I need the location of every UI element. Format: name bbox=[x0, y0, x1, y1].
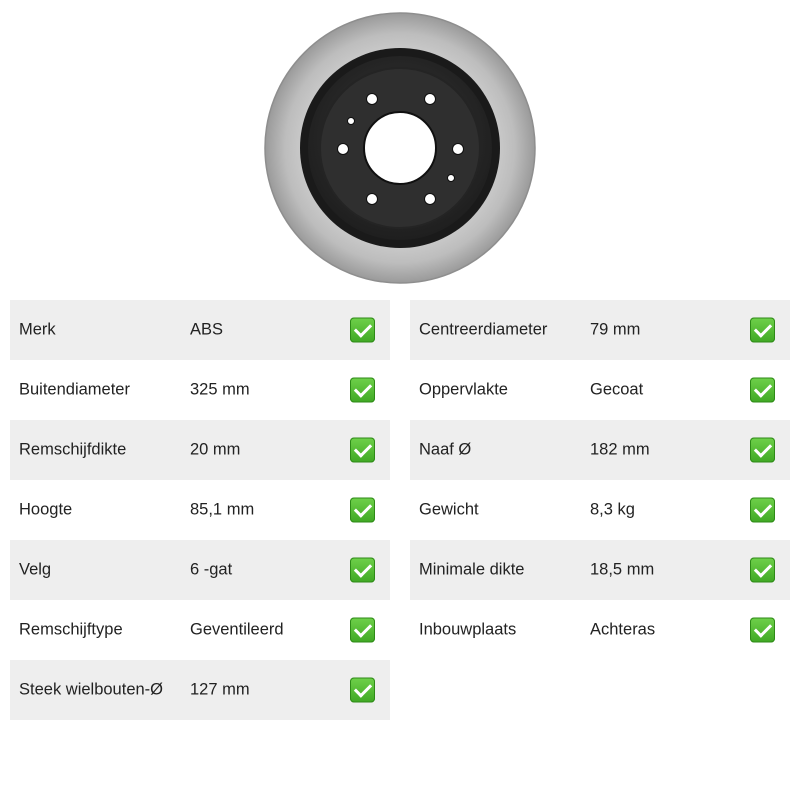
check-mark-icon bbox=[750, 318, 775, 343]
spec-label: Inbouwplaats bbox=[419, 620, 517, 639]
spec-value: Geventileerd bbox=[190, 620, 284, 639]
spec-value: Gecoat bbox=[590, 380, 644, 399]
spec-row bbox=[410, 540, 790, 600]
spec-label: Steek wielbouten-Ø bbox=[19, 680, 163, 699]
spec-value: 8,3 kg bbox=[590, 500, 635, 519]
spec-row bbox=[10, 420, 390, 480]
spec-row bbox=[10, 540, 390, 600]
check-mark-icon bbox=[750, 558, 775, 583]
spec-row bbox=[410, 420, 790, 480]
spec-label: Velg bbox=[19, 560, 52, 579]
spec-value: Achteras bbox=[590, 620, 656, 639]
check-mark-icon bbox=[350, 558, 375, 583]
spec-value: 18,5 mm bbox=[590, 560, 655, 579]
check-mark-icon bbox=[350, 678, 375, 703]
spec-row bbox=[10, 600, 390, 660]
spec-row bbox=[10, 660, 390, 720]
spec-label: Remschijftype bbox=[19, 620, 123, 639]
spec-label: Hoogte bbox=[19, 500, 73, 519]
check-mark-icon bbox=[750, 618, 775, 643]
spec-label: Buitendiameter bbox=[19, 380, 130, 399]
spec-value: 85,1 mm bbox=[190, 500, 255, 519]
spec-label: Merk bbox=[19, 320, 56, 339]
check-mark-icon bbox=[350, 378, 375, 403]
check-mark-icon bbox=[350, 618, 375, 643]
spec-label: Naaf Ø bbox=[419, 440, 472, 459]
spec-row bbox=[410, 300, 790, 360]
spec-row bbox=[410, 360, 790, 420]
spec-label: Centreerdiameter bbox=[419, 320, 548, 339]
spec-table-left bbox=[10, 300, 390, 720]
spec-row bbox=[10, 300, 390, 360]
spec-value: 325 mm bbox=[190, 380, 250, 399]
spec-label: Oppervlakte bbox=[419, 380, 508, 399]
brake-disc-image bbox=[260, 8, 540, 288]
spec-value: 79 mm bbox=[590, 320, 641, 339]
check-mark-icon bbox=[750, 498, 775, 523]
spec-value: 6 -gat bbox=[190, 560, 233, 579]
spec-value: ABS bbox=[190, 320, 224, 339]
spec-row bbox=[10, 480, 390, 540]
check-mark-icon bbox=[350, 498, 375, 523]
check-mark-icon bbox=[350, 318, 375, 343]
spec-row bbox=[410, 480, 790, 540]
spec-value: 20 mm bbox=[190, 440, 241, 459]
check-mark-icon bbox=[350, 438, 375, 463]
check-mark-icon bbox=[750, 378, 775, 403]
spec-row bbox=[410, 600, 790, 660]
spec-label: Remschijfdikte bbox=[19, 440, 127, 459]
spec-value: 127 mm bbox=[190, 680, 250, 699]
spec-table-right bbox=[410, 300, 790, 660]
spec-value: 182 mm bbox=[590, 440, 650, 459]
spec-label: Minimale dikte bbox=[419, 560, 525, 579]
spec-label: Gewicht bbox=[419, 500, 479, 519]
brake-disc-illustration bbox=[260, 8, 540, 288]
spec-row bbox=[10, 360, 390, 420]
check-mark-icon bbox=[750, 438, 775, 463]
